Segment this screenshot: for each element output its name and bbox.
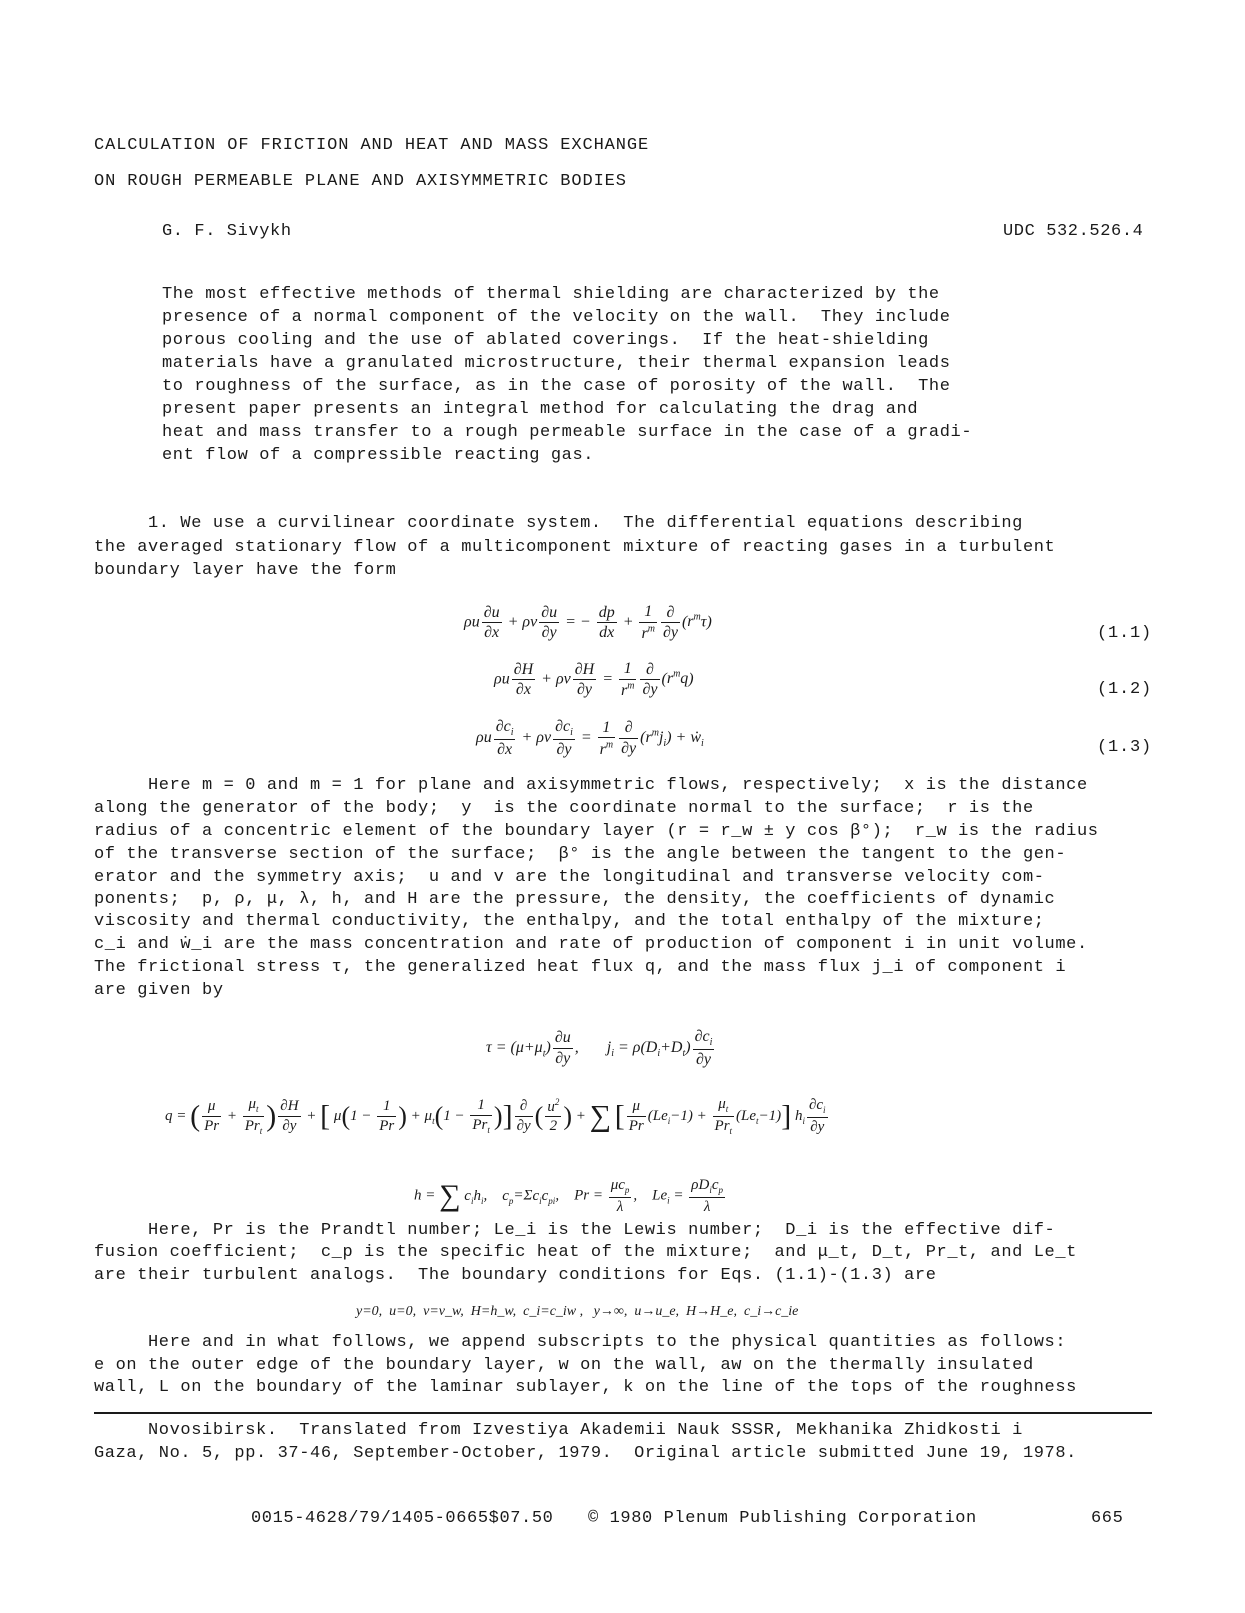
abstract-line: ent flow of a compressible reacting gas. [162,446,595,465]
body-line: 1. We use a curvilinear coordinate system. The differential equations describing [94,514,1023,533]
footnote-line: Gaza, No. 5, pp. 37-46, September-October, 1979. Original article submitted June 19, 1978. [94,1444,1077,1463]
page-number: 665 [1091,1509,1124,1528]
abstract-line: to roughness of the surface, as in the case of porosity of the wall. The [162,377,951,396]
abstract-line: presence of a normal component of the velocity on the wall. They include [162,308,951,327]
abstract-line: porous cooling and the use of ablated coverings. If the heat-shielding [162,331,929,350]
body-line: fusion coefficient; c_p is the specific heat of the mixture; and μ_t, D_t, Pr_t, and Le_t [94,1243,1077,1262]
body-line: ponents; p, ρ, μ, λ, h, and H are the pressure, the density, the coefficients of dynamic [94,890,1056,909]
boundary-conditions: y=0, u=0, v=v_w, H=h_w, c_i=c_iw , y→∞, u→u_e, H→H_e, c_i→c_ie [356,1304,799,1319]
equation-heat-flux-q: q = ( $\frac{\mu}{Pr}$ + $\frac{\mu_t}{Pr_t}$ ) $\frac{\partial H}{\partial y}$ + [ μ(1 − $\frac{1}{Pr}$ ) + $\mu_t(1$ − $\frac{1}{Pr_t}$ )] $\frac{\partial}{\partial y}$ ( $\frac{u^2}{2}$ ) + ∑ [ $\frac{\mu}{Pr}$ $(Le_i-1)$ + $\frac{\mu_t}{Pr_t}$ $(Le_t-1)$] $h_i$ $\frac{\partial c_i}{\partial y}$ [165,1096,826,1136]
equation-definitions: h = ∑ $c_ih_i$, $c_p=\Sigma c_ic_{pi}$, Pr = $\frac{\mu c_p}{\lambda}$ , $Le_i$ = $\frac{\rho D_ic_p}{\lambda}$ [414,1177,724,1215]
footer-copyright: © 1980 Plenum Publishing Corporation [588,1509,977,1528]
equation-1-1: ρu $\frac{\partial u}{\partial x}$ + ρv $\frac{\partial u}{\partial y}$ = − $\frac{dp}{dx}$ + $\frac{1}{r^m}$ $\frac{\partial}{\partial y}$ $(r^m\tau)$ [464,603,712,642]
abstract-line: heat and mass transfer to a rough permeable surface in the case of a gradi- [162,423,973,442]
equation-1-3: ρu $\frac{\partial c_i}{\partial x}$ + ρv $\frac{\partial c_i}{\partial y}$ = $\frac{1}{r^m}$ $\frac{\partial}{\partial y}$ $(r^mj_i)$ + ẇ$_i$ [476,718,704,759]
body-line: e on the outer edge of the boundary layer, w on the wall, aw on the thermally insulated [94,1356,1034,1375]
body-line: the averaged stationary flow of a multicomponent mixture of reacting gases in a turbulent [94,538,1056,557]
abstract-line: materials have a granulated microstructure, their thermal expansion leads [162,354,951,373]
body-line: boundary layer have the form [94,561,397,580]
paper-title-line-2: ON ROUGH PERMEABLE PLANE AND AXISYMMETRIC BODIES [94,172,627,191]
paper-title-line-1: CALCULATION OF FRICTION AND HEAT AND MASS EXCHANGE [94,136,650,155]
body-line: The frictional stress τ, the generalized heat flux q, and the mass flux j_i of component i [94,958,1067,977]
abstract-line: The most effective methods of thermal shielding are characterized by the [162,285,940,304]
body-line: wall, L on the boundary of the laminar sublayer, k on the line of the tops of the roughness [94,1378,1077,1397]
body-line: are their turbulent analogs. The boundary conditions for Eqs. (1.1)-(1.3) are [94,1266,937,1285]
equation-number-1-2: (1.2) [1097,680,1153,699]
footnote-line: Novosibirsk. Translated from Izvestiya Akademii Nauk SSSR, Mekhanika Zhidkosti i [94,1421,1023,1440]
equation-tau-and-j: $\tau = (\mu+\mu_t)$ $\frac{\partial u}{\partial y}$ , $j_i = \rho(D_i+D_t)$ $\frac{\partial c_i}{\partial y}$ [486,1028,713,1069]
body-line: Here m = 0 and m = 1 for plane and axisymmetric flows, respectively; x is the distance [94,776,1088,795]
body-line: c_i and ẇ_i are the mass concentration and rate of production of component i in unit volume. [94,935,1088,954]
body-line: of the transverse section of the surface; β° is the angle between the tangent to the gen- [94,845,1067,864]
body-line: are given by [94,981,224,1000]
body-line: Here, Pr is the Prandtl number; Le_i is the Lewis number; D_i is the effective dif- [94,1221,1056,1240]
equation-number-1-3: (1.3) [1097,738,1153,757]
body-line: erator and the symmetry axis; u and v are the longitudinal and transverse velocity com- [94,868,1045,887]
body-line: along the generator of the body; y is the coordinate normal to the surface; r is the [94,799,1034,818]
equation-1-2: ρu $\frac{\partial H}{\partial x}$ + ρv $\frac{\partial H}{\partial y}$ = $\frac{1}{r^m}$ $\frac{\partial}{\partial y}$ $(r^mq)$ [494,660,694,699]
body-line: Here and in what follows, we append subscripts to the physical quantities as follows: [94,1333,1067,1352]
equation-number-1-1: (1.1) [1097,624,1153,643]
author-name: G. F. Sivykh [162,222,292,241]
udc-code: UDC 532.526.4 [1003,222,1144,241]
footnote-divider [94,1412,1152,1414]
abstract-line: present paper presents an integral method for calculating the drag and [162,400,919,419]
body-line: viscosity and thermal conductivity, the enthalpy, and the total enthalpy of the mixture; [94,912,1045,931]
footer-code: 0015-4628/79/1405-0665$07.50 [251,1509,554,1528]
body-line: radius of a concentric element of the boundary layer (r = r_w ± y cos β°); r_w is the radius [94,822,1099,841]
